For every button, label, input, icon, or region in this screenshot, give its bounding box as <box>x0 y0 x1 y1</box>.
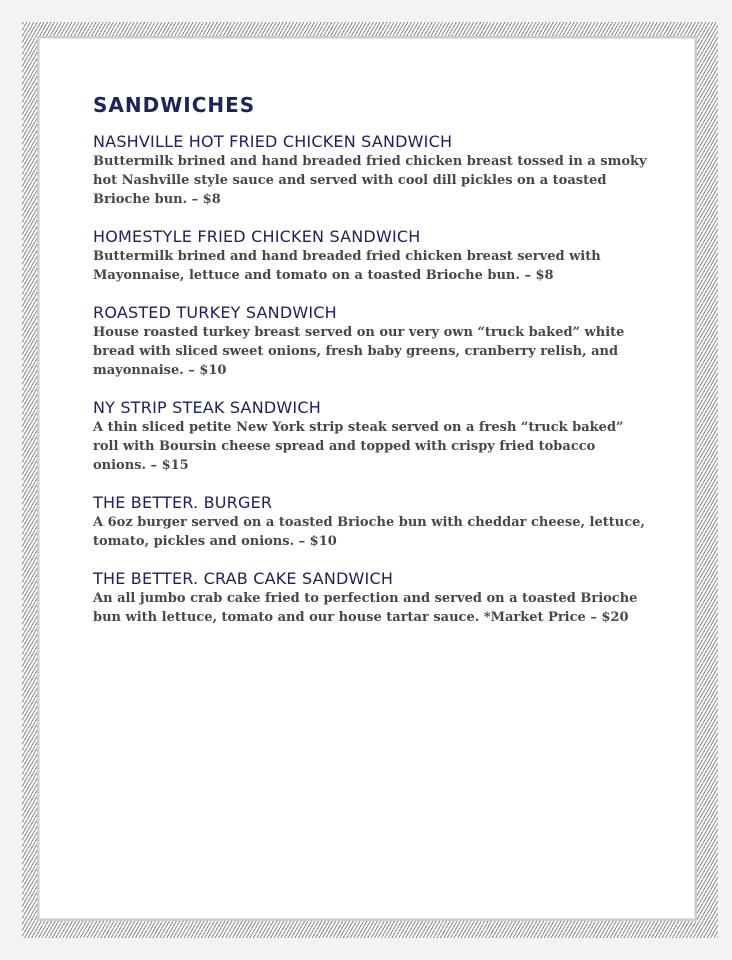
menu-item-name: ROASTED TURKEY SANDWICH <box>93 303 337 322</box>
menu-item-homestyle-chicken <box>93 227 653 285</box>
menu-item-description: A 6oz burger served on a toasted Brioche bun with cheddar cheese, lettuce, tomato, pickles and onions. – $10 <box>93 515 645 549</box>
menu-item-crab-cake <box>93 569 653 627</box>
menu-item-name: THE BETTER. BURGER <box>93 493 273 512</box>
menu-item-description: House roasted turkey breast served on our very own “truck baked” white bread with sliced sweet onions, fresh baby greens, cranberry relish, and mayonnaise. – $10 <box>93 325 625 378</box>
menu-item-name: THE BETTER. CRAB CAKE SANDWICH <box>93 569 394 588</box>
menu-item-name: NASHVILLE HOT FRIED CHICKEN SANDWICH <box>93 132 453 151</box>
menu-item-roasted-turkey <box>93 303 653 380</box>
menu-item-description: Buttermilk brined and hand breaded fried chicken breast served with Mayonnaise, lettuce and tomato on a toasted Brioche bun. – $8 <box>93 249 601 283</box>
menu-item-description: Buttermilk brined and hand breaded fried chicken breast tossed in a smoky hot Nashville style sauce and served with cool dill pickles on a toasted Brioche bun. – $8 <box>93 154 647 207</box>
menu-content <box>93 92 653 645</box>
menu-item-name: NY STRIP STEAK SANDWICH <box>93 398 321 417</box>
menu-item-ny-strip-steak <box>93 398 653 475</box>
menu-item-description: A thin sliced petite New York strip steak served on a fresh “truck baked” roll with Boursin cheese spread and topped with crispy fried tobacco onions. – $15 <box>93 420 624 473</box>
menu-item-name: HOMESTYLE FRIED CHICKEN SANDWICH <box>93 227 421 246</box>
menu-item-description: An all jumbo crab cake fried to perfection and served on a toasted Brioche bun with lettuce, tomato and our house tartar sauce. *Market Price – $20 <box>93 591 638 625</box>
menu-item-nashville-hot-chicken <box>93 132 653 209</box>
section-title: SANDWICHES <box>93 93 256 117</box>
menu-item-better-burger <box>93 493 653 551</box>
